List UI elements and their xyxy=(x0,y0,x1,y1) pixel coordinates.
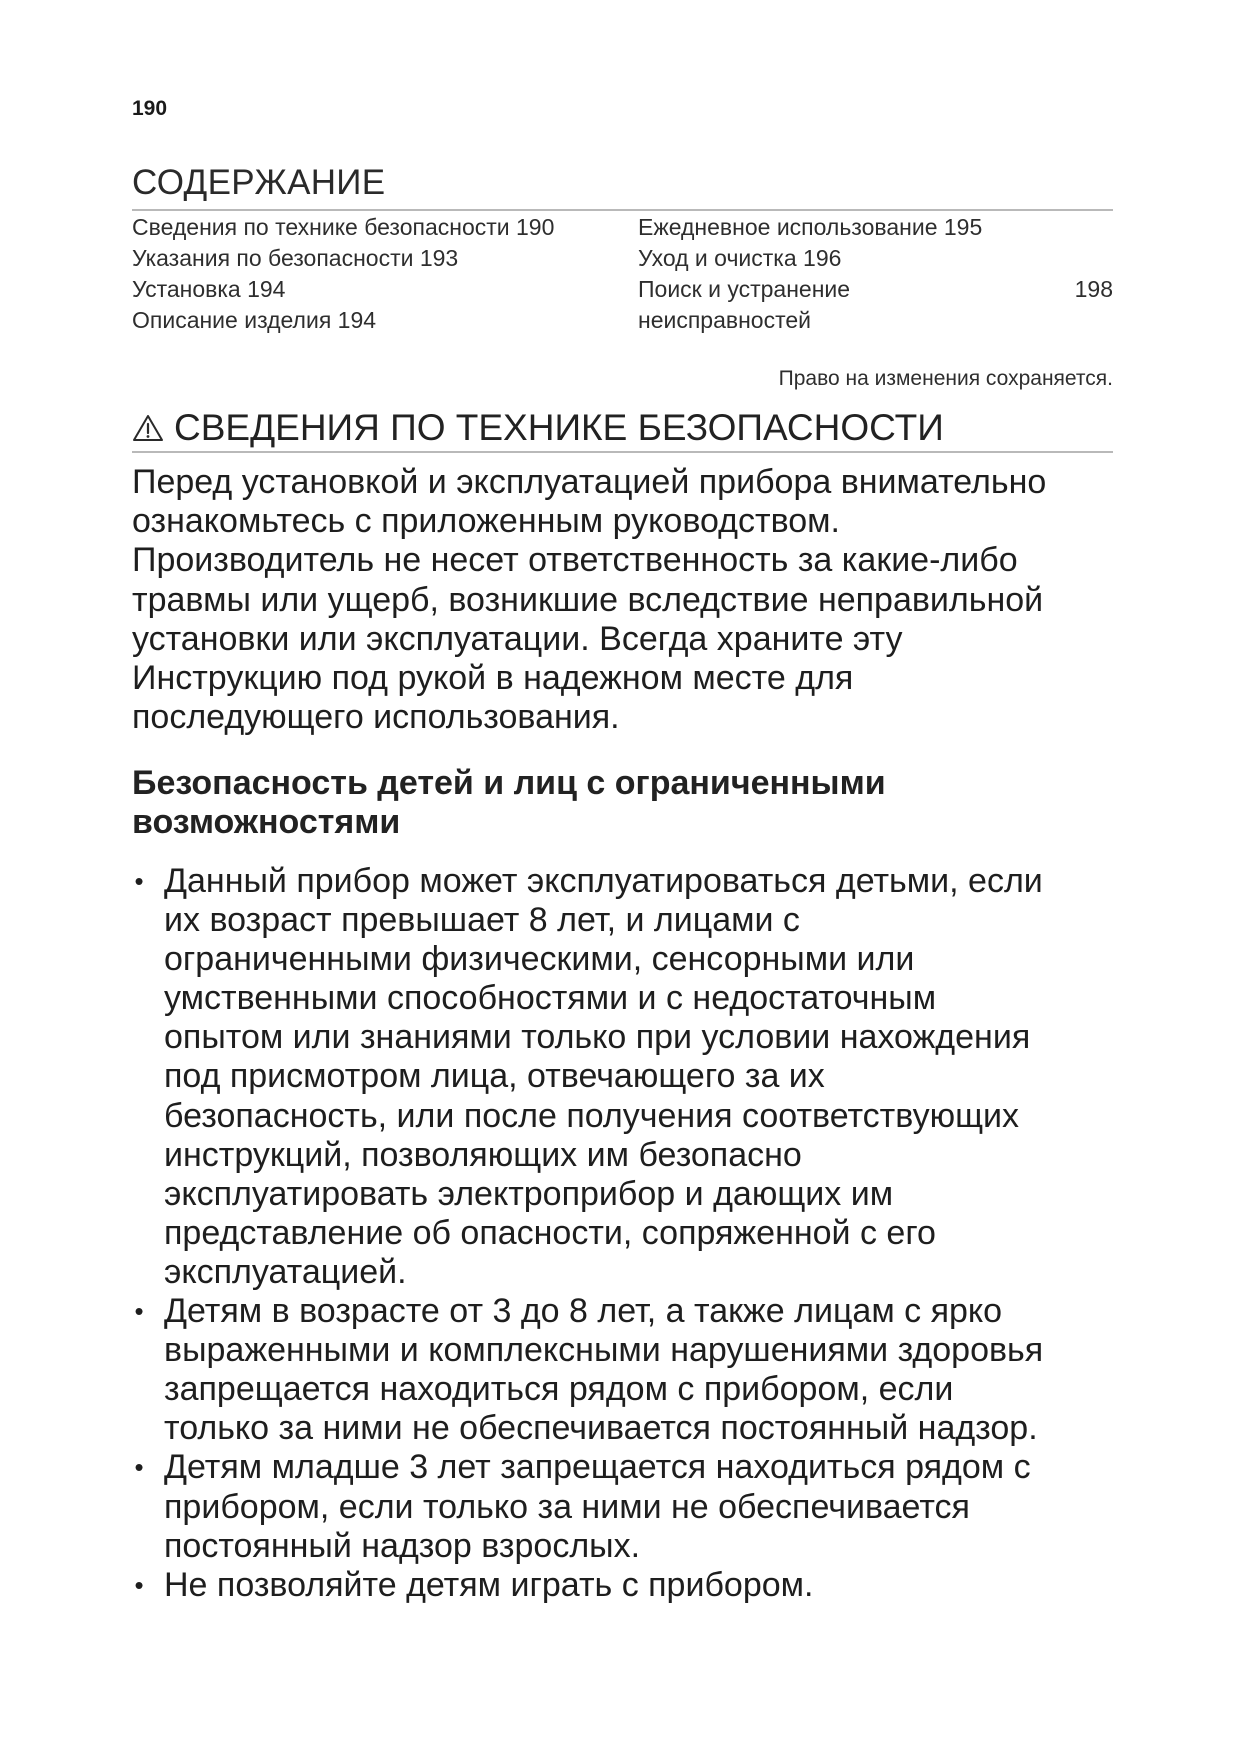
intro-paragraph xyxy=(132,463,1132,737)
toc-entry[interactable]: Установка 194 xyxy=(132,276,286,302)
list-item-line: Детям младше 3 лет запрещается находиться рядом с xyxy=(164,1448,1031,1487)
toc-entry[interactable]: Описание изделия 194 xyxy=(132,307,377,333)
toc-entry[interactable]: Указания по безопасности 193 xyxy=(132,245,459,271)
list-item-line: Не позволяйте детям играть с прибором. xyxy=(164,1565,814,1604)
list-item-line: постоянный надзор взрослых. xyxy=(164,1526,641,1565)
toc-entry-troubleshooting[interactable] xyxy=(638,274,1113,336)
toc-entry[interactable]: Сведения по технике безопасности 190 xyxy=(132,214,555,240)
intro-line: Перед установкой и эксплуатацией прибора внимательно xyxy=(132,463,1047,501)
list-item-line: безопасность, или после получения соответствующих xyxy=(164,1096,1020,1135)
list-item-line: ограниченными физическими, сенсорными или xyxy=(164,940,915,979)
subsection-heading xyxy=(132,764,886,842)
list-item-line: эксплуатацией. xyxy=(164,1252,407,1291)
page-number: 190 xyxy=(132,97,168,120)
intro-line: Инструкцию под рукой в надежном месте для xyxy=(132,659,854,698)
list-item xyxy=(132,1448,1132,1565)
list-item-line: умственными способностями и с недостаточным xyxy=(164,979,937,1018)
list-item-line: запрещается находиться рядом с прибором, если xyxy=(164,1370,954,1409)
toc-entry-text-line: неисправностей xyxy=(638,307,812,333)
list-item-line: выраженными и комплексными нарушениями здоровья xyxy=(164,1331,1044,1370)
toc-left-column xyxy=(132,212,612,336)
intro-line: ознакомьтесь с приложенным руководством. xyxy=(132,502,840,541)
warning-triangle-icon xyxy=(132,413,164,443)
list-item-line: опытом или знаниями только при условии нахождения xyxy=(164,1018,1031,1057)
toc-entry-page: 198 xyxy=(1074,276,1113,302)
section-divider xyxy=(132,451,1113,453)
intro-line: последующего использования. xyxy=(132,698,620,737)
section-title: СВЕДЕНИЯ ПО ТЕХНИКЕ БЕЗОПАСНОСТИ xyxy=(174,407,944,448)
toc-entry[interactable]: Ежедневное использование 195 xyxy=(638,214,983,240)
toc-entry-text-line: Поиск и устранение xyxy=(638,276,851,302)
toc-divider xyxy=(132,209,1113,211)
toc-entry-text xyxy=(638,274,898,336)
list-item xyxy=(132,1292,1132,1448)
intro-line: травмы или ущерб, возникшие вследствие неправильной xyxy=(132,580,1044,619)
toc-right-column xyxy=(638,212,1113,336)
list-item-line: Данный прибор может эксплуатироваться детьми, если xyxy=(164,862,1043,900)
subsection-heading-line: Безопасность детей и лиц с ограниченными xyxy=(132,764,886,802)
list-item-line: эксплуатировать электроприбор и дающих им xyxy=(164,1174,894,1213)
list-item-line: под присмотром лица, отвечающего за их xyxy=(164,1057,825,1096)
bullet-icon: • xyxy=(134,1452,144,1483)
list-item-line: прибором, если только за ними не обеспечивается xyxy=(164,1487,970,1526)
list-item-line: инструкций, позволяющих им безопасно xyxy=(164,1135,802,1174)
toc-entry[interactable]: Уход и очистка 196 xyxy=(638,245,842,271)
bullet-icon: • xyxy=(134,866,144,896)
list-item-line: Детям в возрасте от 3 до 8 лет, а также лицам с ярко xyxy=(164,1292,1003,1331)
list-item xyxy=(132,1566,1132,1605)
intro-line: Производитель не несет ответственность за какие-либо xyxy=(132,541,1018,580)
list-item-line: представление об опасности, сопряженной с его xyxy=(164,1213,936,1252)
list-item-line: только за ними не обеспечивается постоянный надзор. xyxy=(164,1409,1038,1448)
subsection-heading-line: возможностями xyxy=(132,803,401,841)
bullet-list xyxy=(132,862,1132,1605)
bullet-icon: • xyxy=(134,1296,144,1327)
list-item xyxy=(132,862,1132,1292)
toc-title: СОДЕРЖАНИЕ xyxy=(132,163,386,202)
rights-notice: Право на изменения сохраняется. xyxy=(778,367,1113,390)
intro-line: установки или эксплуатации. Всегда храните эту xyxy=(132,619,903,658)
section-heading xyxy=(132,407,944,449)
list-item-line: их возраст превышает 8 лет, и лицами с xyxy=(164,901,800,940)
bullet-icon: • xyxy=(134,1569,144,1600)
